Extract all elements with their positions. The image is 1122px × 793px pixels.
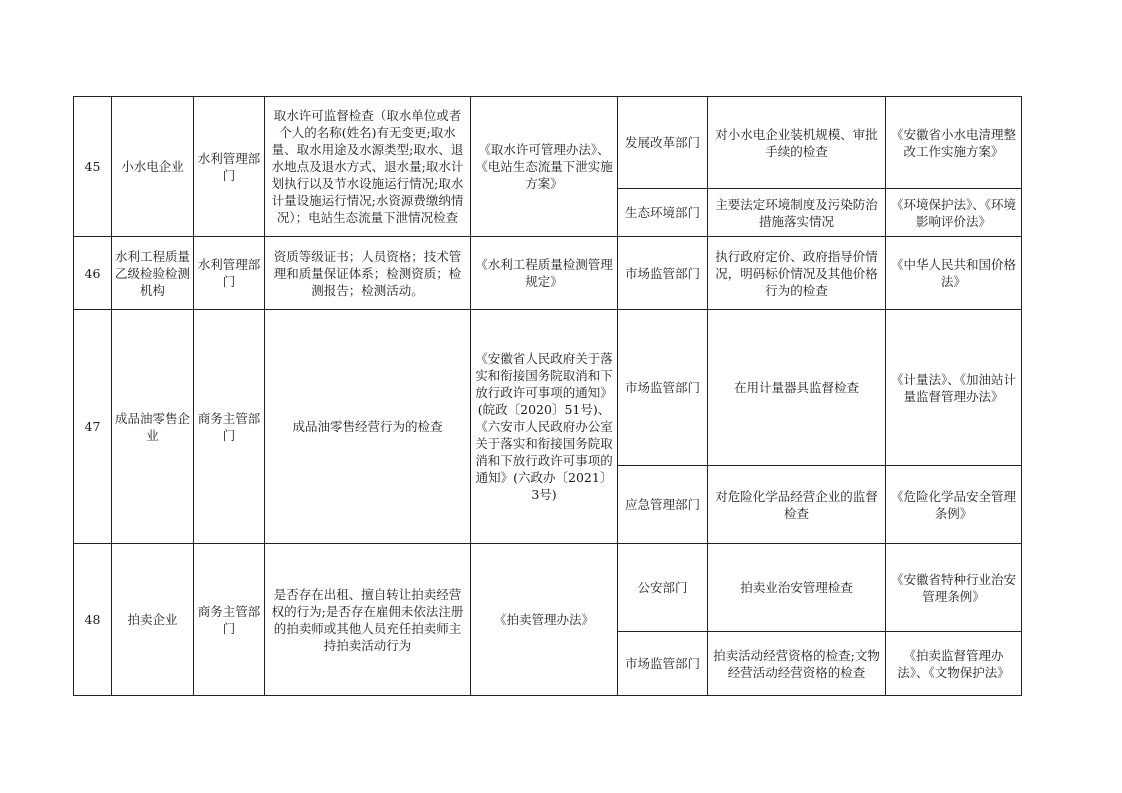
inspection-basis: 《拍卖管理办法》 — [471, 544, 618, 696]
lead-department: 水利管理部门 — [194, 97, 265, 237]
inspection-basis: 《安徽省人民政府关于落实和衔接国务院取消和下放行政许可事项的通知》(皖政〔2020〕51号)、《六安市人民政府办公室关于落实和衔接国务院取消和下放行政许可事项的通知》(六政办〔2021〕3号) — [471, 310, 618, 544]
joint-inspection-item: 对小水电企业装机规模、审批手续的检查 — [708, 97, 886, 189]
joint-inspection-item: 在用计量器具监督检查 — [708, 310, 886, 466]
inspection-content: 资质等级证书；人员资格；技术管理和质量保证体系；检测资质；检测报告；检测活动。 — [265, 237, 471, 310]
inspection-subject: 拍卖企业 — [112, 544, 194, 696]
inspection-content: 是否存在出租、擅自转让拍卖经营权的行为;是否存在雇佣未依法注册的拍卖师或其他人员充任拍卖师主持拍卖活动行为 — [265, 544, 471, 696]
lead-department: 商务主管部门 — [194, 544, 265, 696]
table-row — [74, 544, 1022, 632]
joint-inspection-basis: 《中华人民共和国价格法》 — [886, 237, 1022, 310]
joint-inspection-item: 对危险化学品经营企业的监督检查 — [708, 466, 886, 544]
joint-department: 应急管理部门 — [618, 466, 708, 544]
inspection-subject: 成品油零售企业 — [112, 310, 194, 544]
joint-department: 市场监管部门 — [618, 632, 708, 696]
lead-department: 商务主管部门 — [194, 310, 265, 544]
joint-inspection-basis: 《安徽省特种行业治安管理条例》 — [886, 544, 1022, 632]
row-number: 48 — [74, 544, 112, 696]
joint-inspection-item: 拍卖业治安管理检查 — [708, 544, 886, 632]
table-row — [74, 237, 1022, 310]
table-row — [74, 310, 1022, 466]
row-number: 45 — [74, 97, 112, 237]
joint-inspection-basis: 《拍卖监督管理办法》、《文物保护法》 — [886, 632, 1022, 696]
joint-department: 市场监管部门 — [618, 237, 708, 310]
joint-inspection-basis: 《环境保护法》、《环境影响评价法》 — [886, 189, 1022, 237]
row-number: 46 — [74, 237, 112, 310]
row-number: 47 — [74, 310, 112, 544]
joint-inspection-basis: 《危险化学品安全管理条例》 — [886, 466, 1022, 544]
joint-department: 公安部门 — [618, 544, 708, 632]
inspection-content: 取水许可监督检查（取水单位或者个人的名称(姓名)有无变更;取水量、取水用途及水源类型;取水、退水地点及退水方式、退水量;取水计划执行以及节水设施运行情况;取水计量设施运行情况;水资源费缴纳情况）；电站生态流量下泄情况检查 — [265, 97, 471, 237]
table-row — [74, 97, 1022, 189]
joint-department: 市场监管部门 — [618, 310, 708, 466]
inspection-basis: 《水利工程质量检测管理规定》 — [471, 237, 618, 310]
joint-inspection-basis: 《安徽省小水电清理整改工作实施方案》 — [886, 97, 1022, 189]
joint-department: 发展改革部门 — [618, 97, 708, 189]
lead-department: 水利管理部门 — [194, 237, 265, 310]
joint-department: 生态环境部门 — [618, 189, 708, 237]
joint-inspection-basis: 《计量法》、《加油站计量监督管理办法》 — [886, 310, 1022, 466]
inspection-subject: 小水电企业 — [112, 97, 194, 237]
inspection-content: 成品油零售经营行为的检查 — [265, 310, 471, 544]
joint-inspection-item: 执行政府定价、政府指导价情况，明码标价情况及其他价格行为的检查 — [708, 237, 886, 310]
joint-inspection-item: 拍卖活动经营资格的检查;文物经营活动经营资格的检查 — [708, 632, 886, 696]
inspection-subject: 水利工程质量乙级检验检测机构 — [112, 237, 194, 310]
inspection-basis: 《取水许可管理办法》、《电站生态流量下泄实施方案》 — [471, 97, 618, 237]
joint-inspection-item: 主要法定环境制度及污染防治措施落实情况 — [708, 189, 886, 237]
inspection-table — [73, 96, 1022, 696]
